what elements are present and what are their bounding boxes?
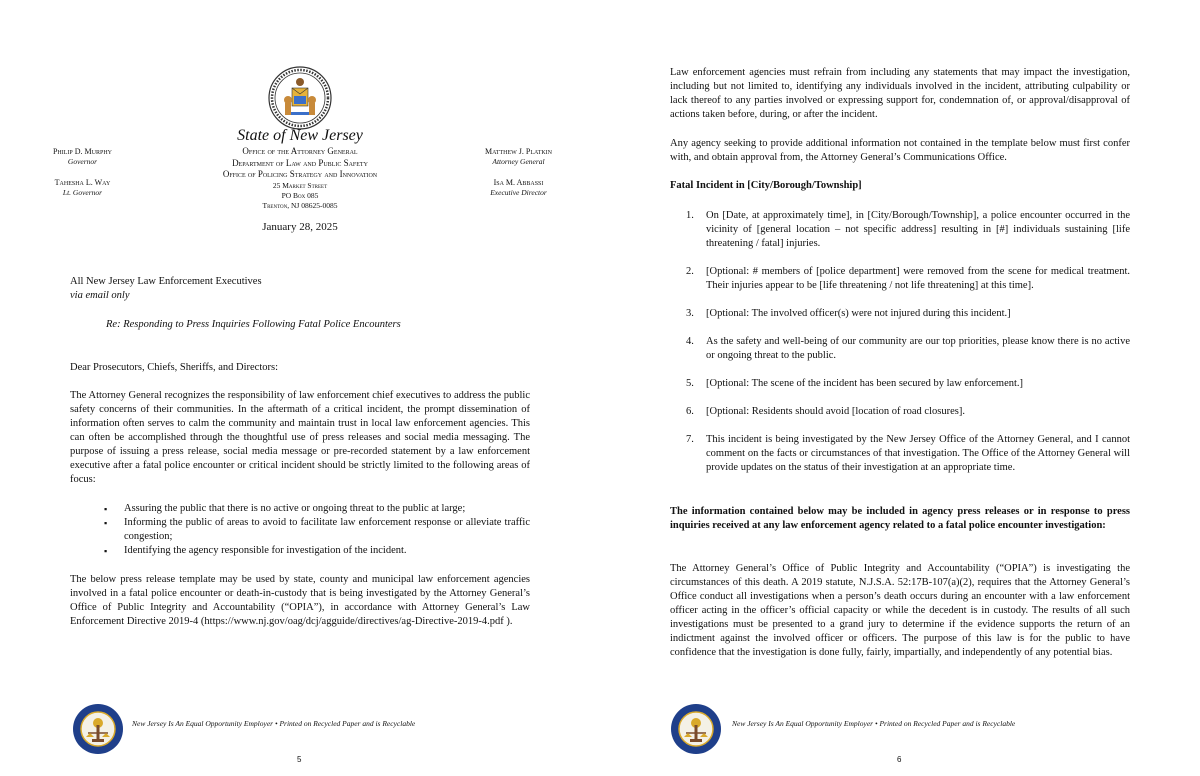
- lt-governor-title: Lt. Governor: [62, 188, 103, 197]
- item-number: 2.: [686, 266, 694, 277]
- page-number: 6: [897, 755, 902, 764]
- subject-line: Re: Responding to Press Inquiries Following Fatal Police Encounters: [106, 319, 401, 330]
- footer-seal-icon: [670, 703, 722, 755]
- list-item: [686, 335, 1130, 363]
- approval-paragraph: Any agency seeking to provide additional information not contained in the template below must first confer with, and obtain approval from, the Attorney General’s Communications Office.: [670, 138, 1130, 163]
- office-line: Department of Law and Public Safety: [232, 157, 368, 168]
- template-heading: Fatal Incident in [City/Borough/Township]: [670, 180, 862, 191]
- item-text: As the safety and well-being of our community are our top priorities, please know there is no active or ongoing threat to the public.: [706, 336, 1130, 361]
- governor-title: Governor: [67, 157, 98, 166]
- item-text: This incident is being investigated by the New Jersey Office of the Attorney General, and I cannot comment on the facts or circumstances of that investigation. The Office of the Attorney General will provide updates on the status of their investigation at an appropriate time.: [706, 434, 1130, 473]
- recipient: All New Jersey Law Enforcement Executives: [70, 276, 262, 287]
- executive-director-block: [466, 178, 571, 198]
- list-item: [686, 377, 1130, 391]
- executive-director-name: Isa M. Abbassi: [493, 178, 544, 187]
- refrain-paragraph: Law enforcement agencies must refrain from including any statements that may impact the investigation, including but not limited to, identifying any individuals involved in the incident, attributing culpability or lack thereof to any parties involved or expressing support for, condemnation of, or approval/disapproval of actions taken before, during, or after the incident.: [670, 67, 1130, 120]
- office-line: Office of the Attorney General: [242, 146, 358, 156]
- address-line: 25 Market Street: [272, 180, 328, 190]
- lt-governor-name: Tahesha L. Way: [54, 178, 111, 187]
- item-number: 5.: [686, 378, 694, 389]
- item-text: [Optional: The scene of the incident has been secured by law enforcement.]: [706, 378, 1024, 389]
- footer-text: New Jersey Is An Equal Opportunity Employer • Printed on Recycled Paper and is Recyclable: [732, 719, 1016, 728]
- template-items-list: [686, 209, 1130, 475]
- state-title: State of New Jersey: [237, 127, 363, 144]
- executive-director-title: Executive Director: [490, 188, 547, 197]
- opia-paragraph: The Attorney General’s Office of Public Integrity and Accountability (“OPIA”) is investigating the circumstances of this death. A 2019 statute, N.J.S.A. 52:17B-107(a)(2), requires that the Attorney General’s Office conduct all investigations when a person’s death occurs during an encounter with a law enforcement officer acting in the officer’s official capacity or while the decedent is in custody. The results of all such investigations must be presented to a grand jury to determine if the evidence supports the return of an indictment against the involved officer or officers. The purpose of this law is for the public to have confidence that the investigation is done fully, fairly, impartially, and independently of any potential bias.: [670, 563, 1130, 658]
- footer-seal-icon: [72, 703, 124, 755]
- item-number: 1.: [686, 210, 694, 221]
- page-number: 5: [297, 755, 302, 764]
- attorney-general-title: Attorney General: [492, 157, 545, 166]
- list-item: ▪ Assuring the public that there is no active or ongoing threat to the public at large;: [104, 502, 530, 516]
- office-line: Office of Policing Strategy and Innovation: [222, 169, 378, 179]
- list-item: [686, 433, 1130, 475]
- list-item: [686, 405, 1130, 419]
- delivery-method: via email only: [70, 290, 130, 301]
- list-item: [686, 209, 1130, 251]
- list-item: ▪ Informing the public of areas to avoid to facilitate law enforcement response or alleviate traffic congestion;: [104, 516, 530, 544]
- attorney-general-block: [466, 147, 571, 167]
- list-item: [686, 265, 1130, 293]
- governor-block: [40, 147, 125, 167]
- item-number: 3.: [686, 308, 694, 319]
- letter-date: January 28, 2025: [262, 221, 338, 233]
- template-paragraph: The below press release template may be used by state, county and municipal law enforcement agencies involved in a fatal police encounter or death-in-custody that is being investigated by the Attorney General’s Office of Public Integrity and Accountability (“OPIA”), in accordance with Attorney General’s Law Enforcement Directive 2019-4 (https://www.nj.gov/oag/dcj/agguide/directives/ag-Directive-2019-4.pdf ).: [70, 574, 530, 627]
- item-number: 6.: [686, 406, 694, 417]
- footer-text: New Jersey Is An Equal Opportunity Employer • Printed on Recycled Paper and is Recyclable: [132, 719, 416, 728]
- intro-paragraph: The Attorney General recognizes the responsibility of law enforcement chief executives to address the public safety concerns of their communities. In the aftermath of a critical incident, the prompt dissemination of information often serves to calm the community and maintain trust in local law enforcement agencies. This can often be accomplished through the thoughtful use of press releases and social media messaging. The purpose of issuing a press release, social media message or pre-recorded statement by a law enforcement executive after a fatal police encounter or critical incident should be strictly limited to the following areas of focus:: [70, 390, 530, 485]
- item-number: 7.: [686, 434, 694, 445]
- item-number: 4.: [686, 336, 694, 347]
- item-text: [Optional: The involved officer(s) were not injured during this incident.]: [706, 308, 1011, 319]
- lt-governor-block: [40, 178, 125, 198]
- attorney-general-name: Matthew J. Platkin: [485, 147, 552, 156]
- item-text: [Optional: # members of [police department] were removed from the scene for medical treatment. Their injuries appear to be [life threatening / not life threatening] at this time].: [706, 266, 1130, 291]
- item-text: [Optional: Residents should avoid [location of road closures].: [706, 406, 965, 417]
- item-text: On [Date, at approximately time], in [City/Borough/Township], a police encounter occurred in the vicinity of [general location – not specific address] resulting in [#] individuals sustaining [life threatening / fatal] injuries.: [706, 210, 1130, 249]
- governor-name: Philip D. Murphy: [52, 147, 112, 156]
- focus-areas-list: [104, 502, 530, 558]
- list-item: [686, 307, 1130, 321]
- list-item: ▪ Identifying the agency responsible for investigation of the incident.: [104, 544, 530, 558]
- address-line: PO Box 085: [281, 190, 319, 200]
- address-line: Trenton, NJ 08625-0085: [262, 200, 338, 210]
- bold-note: The information contained below may be included in agency press releases or in response to press inquiries received at any law enforcement agency related to a fatal police encounter investigation:: [670, 506, 1130, 531]
- state-seal-icon: [268, 66, 332, 130]
- salutation: Dear Prosecutors, Chiefs, Sheriffs, and Directors:: [70, 362, 279, 373]
- office-header: [190, 146, 410, 211]
